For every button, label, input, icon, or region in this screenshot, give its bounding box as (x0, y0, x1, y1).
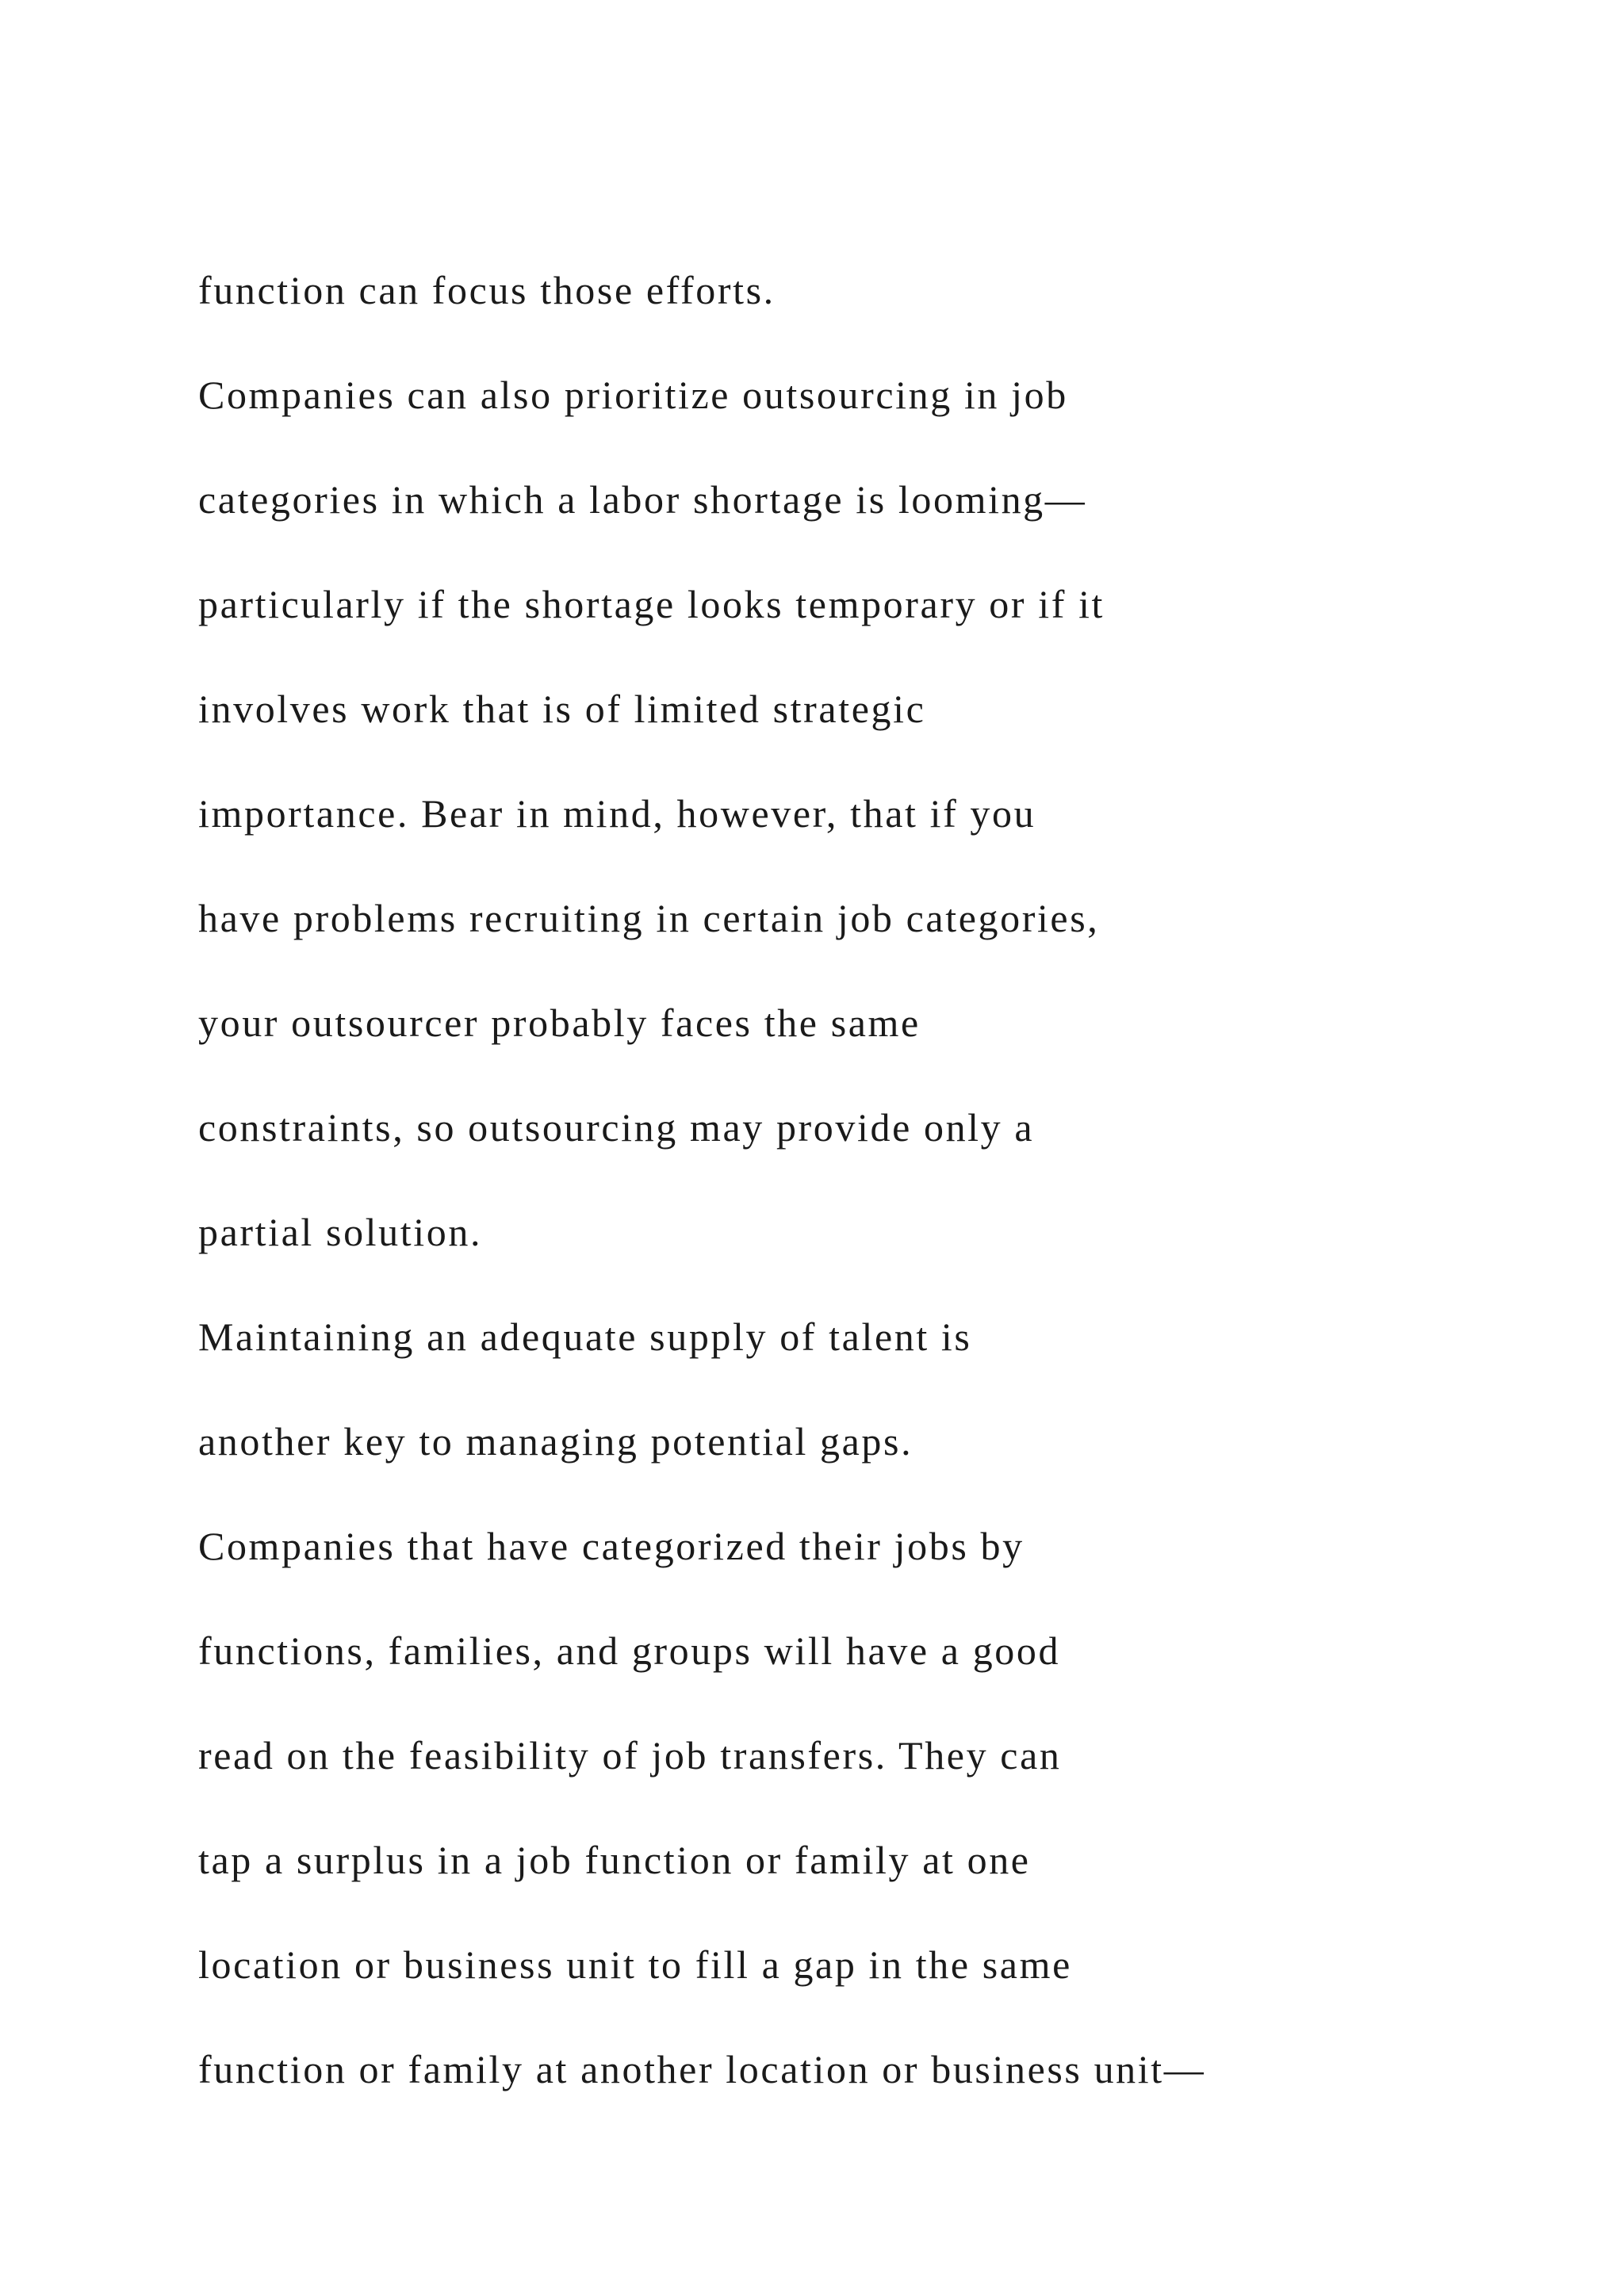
text-line: read on the feasibility of job transfers. They can (198, 1733, 1062, 1777)
text-line: importance. Bear in mind, however, that if you (198, 791, 1036, 836)
body-text (198, 238, 1546, 2122)
text-line: function or family at another location or business unit— (198, 2047, 1206, 2091)
text-line: categories in which a labor shortage is looming— (198, 477, 1087, 522)
text-line: involves work that is of limited strategic (198, 687, 926, 731)
text-line: constraints, so outsourcing may provide only a (198, 1105, 1035, 1150)
text-line: tap a surplus in a job function or family at one (198, 1838, 1031, 1882)
text-line: have problems recruiting in certain job categories, (198, 896, 1100, 940)
text-line: Companies can also prioritize outsourcing in job (198, 373, 1068, 417)
text-line: Maintaining an adequate supply of talent is (198, 1314, 972, 1359)
text-line: Companies that have categorized their jobs by (198, 1524, 1025, 1568)
text-line: functions, families, and groups will have a good (198, 1628, 1061, 1673)
text-line: partial solution. (198, 1210, 483, 1254)
text-line: your outsourcer probably faces the same (198, 1001, 921, 1045)
text-line: location or business unit to fill a gap in the same (198, 1942, 1072, 1987)
text-line: particularly if the shortage looks temporary or if it (198, 582, 1105, 626)
text-line: another key to managing potential gaps. (198, 1419, 914, 1464)
text-line: function can focus those efforts. (198, 268, 776, 312)
